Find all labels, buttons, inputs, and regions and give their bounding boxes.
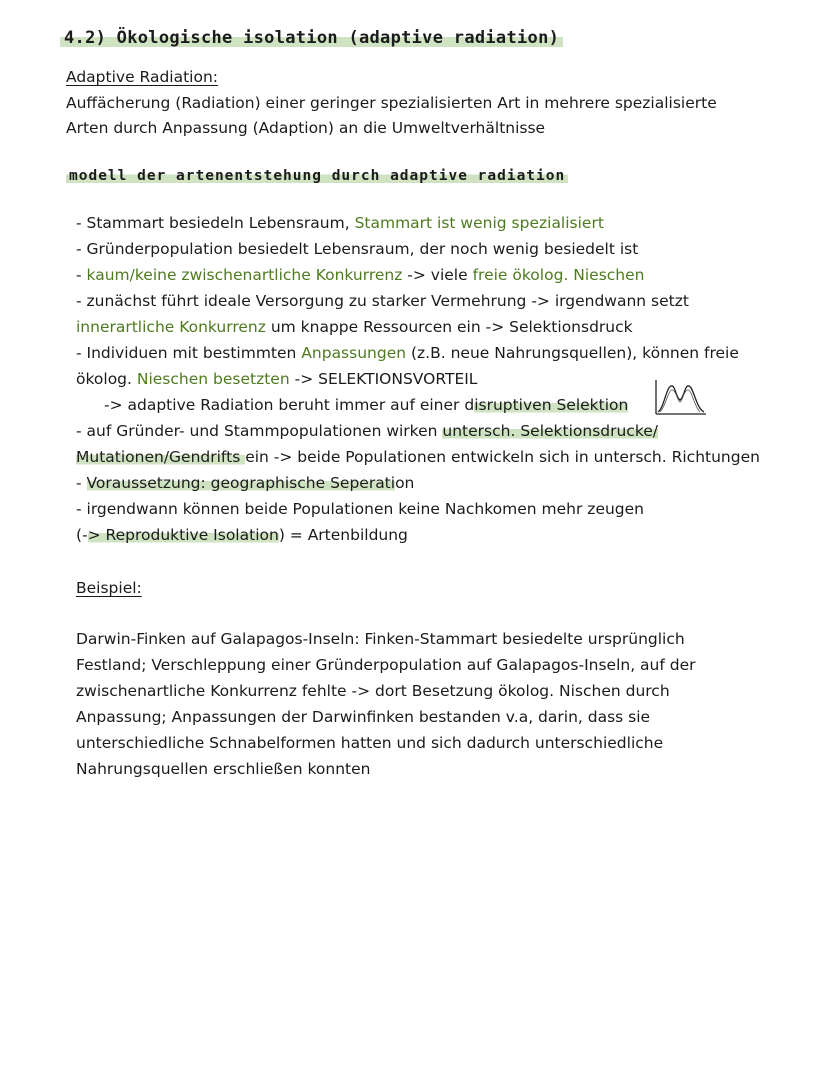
bullet-5-green-a: Anpassungen bbox=[301, 344, 407, 362]
bullet-4-line-2 bbox=[76, 317, 633, 337]
bullet-3-green-1: kaum/keine zwischenartliche Konkurrenz bbox=[86, 266, 403, 284]
bullet-9: - irgendwann können beide Populationen keine Nachkomen mehr zeugen bbox=[76, 500, 644, 518]
bullet-1-highlight: Stammart ist wenig spezialisiert bbox=[354, 214, 604, 232]
bullet-7-text-a: - auf Gründer- und Stammpopulationen wirken bbox=[76, 422, 443, 440]
bullet-7-highlight-a: untersch. Selektionsdrucke/ bbox=[442, 422, 659, 440]
bullet-2: - Gründerpopulation besiedelt Lebensraum, der noch wenig besiedelt ist bbox=[76, 240, 639, 258]
bullet-5-text-d: -> SELEKTIONSVORTEIL bbox=[289, 370, 478, 388]
example-line: Festland; Verschleppung einer Gründerpopulation auf Galapagos-Inseln, auf der bbox=[76, 656, 696, 674]
bullet-3 bbox=[76, 265, 644, 285]
bullet-10-text-a: (- bbox=[76, 526, 88, 544]
bullet-7-line-2 bbox=[76, 447, 760, 467]
bullet-5-text-a: - Individuen mit bestimmten bbox=[76, 344, 302, 362]
page-title: 4.2) Ökologische isolation (adaptive radiation) bbox=[60, 28, 563, 48]
definition-line-2: Arten durch Anpassung (Adaption) an die Umweltverhältnisse bbox=[66, 119, 546, 137]
bullet-4-green: innerartliche Konkurrenz bbox=[76, 318, 266, 336]
bullet-6-highlight: isruptiven Selektion bbox=[474, 396, 629, 414]
bullet-8-dash: - bbox=[76, 474, 87, 492]
bullet-8 bbox=[76, 473, 414, 493]
example-line: zwischenartliche Konkurrenz fehlte -> dort Besetzung ökolog. Nischen durch bbox=[76, 682, 670, 700]
bullet-8-highlight: Voraussetzung: geographische Seperati bbox=[86, 474, 396, 492]
bullet-3-dash: - bbox=[76, 266, 87, 284]
bullet-7-highlight-b: Mutationen/Gendrifts bbox=[76, 448, 246, 466]
bullet-10-text-b: ) = Artenbildung bbox=[278, 526, 408, 544]
bullet-3-text: -> viele bbox=[402, 266, 473, 284]
example-heading: Beispiel: bbox=[76, 579, 142, 597]
bullet-5-line-1 bbox=[76, 343, 739, 363]
example-line: Nahrungsquellen erschließen konnten bbox=[76, 760, 371, 778]
bullet-3-green-2: freie ökolog. Nieschen bbox=[472, 266, 645, 284]
bullet-4-line-1: - zunächst führt ideale Versorgung zu starker Vermehrung -> irgendwann setzt bbox=[76, 292, 689, 310]
example-line: Darwin-Finken auf Galapagos-Inseln: Finken-Stammart besiedelte ursprünglich bbox=[76, 630, 685, 648]
bullet-1-text: - Stammart besiedeln Lebensraum, bbox=[76, 214, 355, 232]
bullet-7-line-1 bbox=[76, 421, 658, 441]
bullet-5-text-c: ökolog. bbox=[76, 370, 137, 388]
bullet-6-text: -> adaptive Radiation beruht immer auf einer d bbox=[104, 396, 475, 414]
bullet-4-text: um knappe Ressourcen ein -> Selektionsdruck bbox=[265, 318, 633, 336]
bullet-10-highlight: > Reproduktive Isolation bbox=[87, 526, 279, 544]
definition-line-1: Auffächerung (Radiation) einer geringer spezialisierten Art in mehrere spezialisierte bbox=[66, 94, 717, 112]
bullet-5-green-b: Nieschen besetzten bbox=[136, 370, 290, 388]
bullet-10 bbox=[76, 525, 408, 545]
bullet-1 bbox=[76, 213, 604, 233]
disruptive-selection-curve-icon bbox=[652, 378, 708, 418]
bullet-7-text-b: ein -> beide Populationen entwickeln sich in untersch. Richtungen bbox=[245, 448, 760, 466]
bullet-6 bbox=[104, 395, 628, 415]
example-line: unterschiedliche Schnabelformen hatten und sich dadurch unterschiedliche bbox=[76, 734, 664, 752]
bullet-5-line-2 bbox=[76, 369, 477, 389]
bullet-5-text-b: (z.B. neue Nahrungsquellen), können freie bbox=[406, 344, 739, 362]
model-heading: modell der artenentstehung durch adaptive radiation bbox=[66, 168, 568, 184]
definition-heading: Adaptive Radiation: bbox=[66, 68, 219, 86]
bullet-8-text: on bbox=[395, 474, 415, 492]
example-line: Anpassung; Anpassungen der Darwinfinken bestanden v.a, darin, dass sie bbox=[76, 708, 651, 726]
